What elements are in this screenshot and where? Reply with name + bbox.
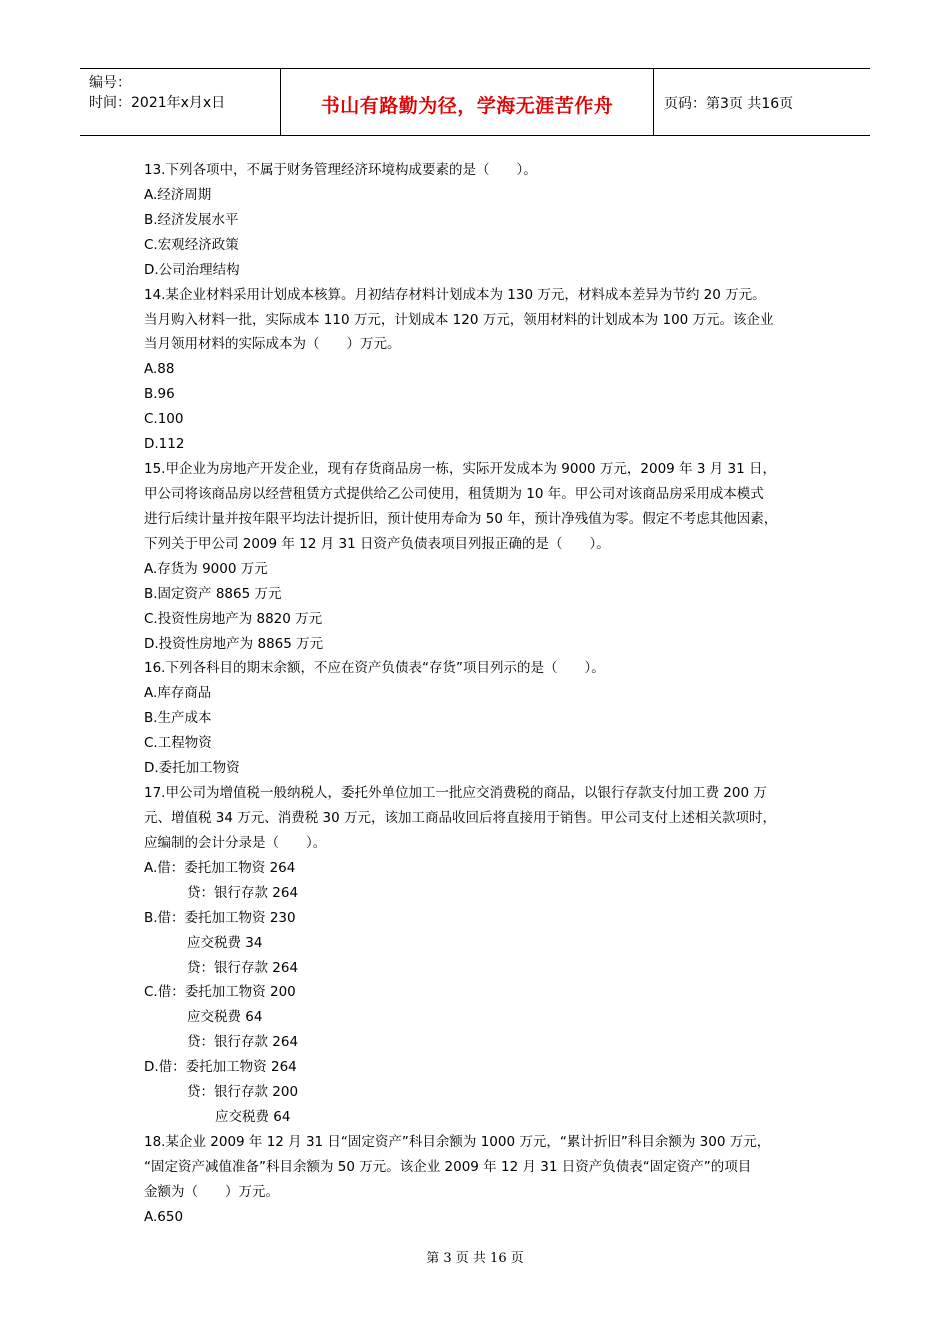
text-line: 当月领用材料的实际成本为（ ）万元。 bbox=[144, 336, 401, 353]
text-line: C.借：委托加工物资 200 bbox=[144, 984, 296, 1001]
text-line: B.经济发展水平 bbox=[144, 211, 239, 228]
text-line: A.88 bbox=[144, 361, 175, 378]
text-line: D.委托加工物资 bbox=[144, 760, 240, 777]
text-line: A.借：委托加工物资 264 bbox=[144, 859, 296, 876]
header-page-info: 页码：第3页 共16页 bbox=[664, 96, 794, 112]
text-line: 贷：银行存款 264 bbox=[187, 1034, 299, 1051]
text-line: “固定资产减值准备”科目余额为 50 万元。该企业 2009 年 12 月 31 日资产负债表“固定资产”的项目 bbox=[144, 1158, 752, 1175]
text-line: D.投资性房地产为 8865 万元 bbox=[144, 635, 324, 652]
text-line: C.宏观经济政策 bbox=[144, 236, 239, 253]
text-line: B.96 bbox=[144, 386, 175, 403]
header-slogan-cell bbox=[281, 69, 654, 135]
text-line: A.650 bbox=[144, 1208, 184, 1225]
header-meta bbox=[80, 69, 281, 135]
text-line: 应交税费 64 bbox=[187, 1009, 263, 1026]
text-line: 16.下列各科目的期末余额，不应在资产负债表“存货”项目列示的是（ ）。 bbox=[144, 660, 605, 677]
text-line: 当月购入材料一批，实际成本 110 万元，计划成本 120 万元，领用材料的计划成本为 100 万元。该企业 bbox=[144, 311, 774, 328]
text-line: 甲公司将该商品房以经营租赁方式提供给乙公司使用，租赁期为 10 年。甲公司对该商品房采用成本模式 bbox=[144, 485, 764, 502]
text-line: A.经济周期 bbox=[144, 186, 212, 203]
text-line: C.工程物资 bbox=[144, 735, 212, 752]
text-line: C.100 bbox=[144, 411, 184, 428]
text-line: 应交税费 34 bbox=[187, 934, 263, 951]
page-header bbox=[80, 68, 870, 136]
header-slogan: 书山有路勤为径，学海无涯苦作舟 bbox=[320, 95, 614, 117]
text-line: C.投资性房地产为 8820 万元 bbox=[144, 610, 323, 627]
text-line: 应交税费 64 bbox=[215, 1109, 291, 1126]
text-line: 下列关于甲公司 2009 年 12 月 31 日资产负债表项目列报正确的是（ ）。 bbox=[144, 535, 610, 552]
text-line: B.借：委托加工物资 230 bbox=[144, 909, 296, 926]
text-line: 18.某企业 2009 年 12 月 31 日“固定资产”科目余额为 1000 万元，“累计折旧”科目余额为 300 万元， bbox=[144, 1133, 771, 1150]
text-line: 元、增值税 34 万元、消费税 30 万元，该加工商品收回后将直接用于销售。甲公司支付上述相关款项时， bbox=[144, 809, 777, 826]
text-line: 13.下列各项中，不属于财务管理经济环境构成要素的是（ ）。 bbox=[144, 162, 537, 178]
text-line: D.借：委托加工物资 264 bbox=[144, 1059, 297, 1076]
text-line: 应编制的会计分录是（ ）。 bbox=[144, 834, 327, 851]
text-line: 贷：银行存款 264 bbox=[187, 884, 299, 901]
text-line: 进行后续计量并按年限平均法计提折旧，预计使用寿命为 50 年，预计净残值为零。假定不考虑其他因素， bbox=[144, 510, 778, 527]
document-date: 时间：2021年x月x日 bbox=[89, 95, 226, 111]
text-line: A.存货为 9000 万元 bbox=[144, 560, 268, 577]
question-content bbox=[144, 158, 824, 1230]
text-line: B.固定资产 8865 万元 bbox=[144, 585, 282, 602]
text-line: D.公司治理结构 bbox=[144, 261, 240, 278]
page-footer: 第 3 页 共 16 页 bbox=[426, 1251, 524, 1266]
text-line: D.112 bbox=[144, 436, 185, 453]
text-line: 贷：银行存款 200 bbox=[187, 1084, 299, 1101]
text-line: 14.某企业材料采用计划成本核算。月初结存材料计划成本为 130 万元，材料成本差异为节约 20 万元。 bbox=[144, 286, 766, 303]
text-line: 17.甲公司为增值税一般纳税人，委托外单位加工一批应交消费税的商品，以银行存款支付加工费 200 万 bbox=[144, 785, 767, 802]
text-line: 贷：银行存款 264 bbox=[187, 959, 299, 976]
text-line: 金额为（ ）万元。 bbox=[144, 1183, 279, 1200]
document-number-label: 编号： bbox=[89, 75, 131, 91]
text-line: B.生产成本 bbox=[144, 710, 212, 727]
text-line: A.库存商品 bbox=[144, 685, 212, 702]
text-line: 15.甲企业为房地产开发企业，现有存货商品房一栋，实际开发成本为 9000 万元，2009 年 3 月 31 日， bbox=[144, 461, 776, 478]
